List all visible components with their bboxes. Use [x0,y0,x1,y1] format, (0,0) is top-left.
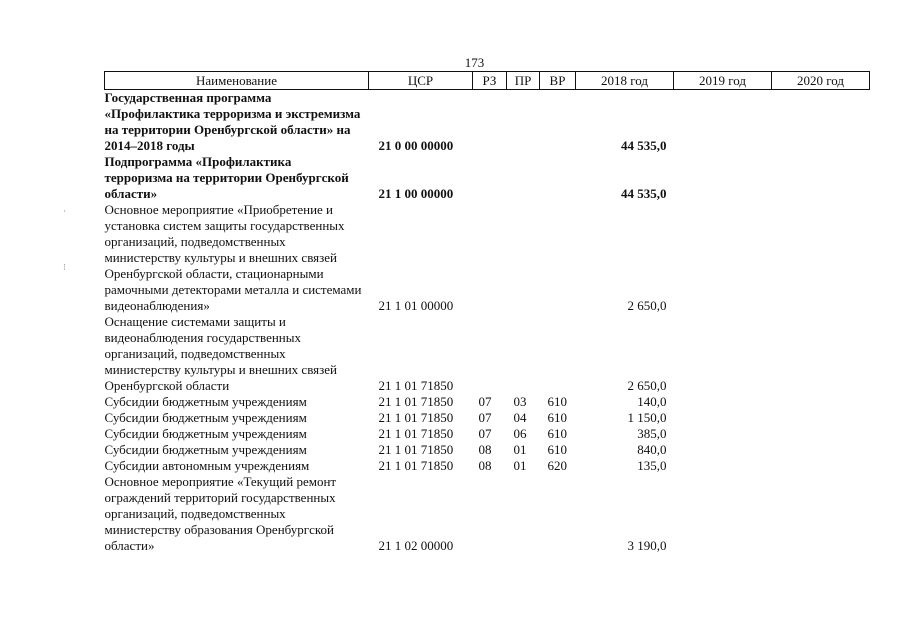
header-vr: ВР [540,72,576,90]
row-csr: 21 1 01 71850 [378,394,454,409]
header-2018: 2018 год [576,72,674,90]
table-row [105,394,870,410]
table-row [105,474,870,554]
row-pr: 04 [513,410,527,425]
row-rz: 08 [478,442,492,457]
row-name: Основное мероприятие «Приобретение и установка систем защиты государственных организаций, подведомственных министерству культуры и внешних связей Оренбургской области, стационарными рамочными детекторами металла и системами видеонаблюдения» [104,202,362,313]
row-name: Государственная программа «Профилактика терроризма и экстремизма на территории Оренбургской области» на 2014–2018 годы [104,90,361,153]
row-2020 [772,426,870,442]
table-row [105,426,870,442]
row-2019 [674,410,772,426]
row-2019 [674,458,772,474]
row-vr [540,154,576,202]
row-2020 [772,154,870,202]
row-2020 [772,474,870,554]
row-name: Оснащение системами защиты и видеонаблюдения государственных организаций, подведомственных министерству культуры и внешних связей Оренбургской области [104,314,338,393]
header-name: Наименование [105,72,369,90]
row-2020 [772,314,870,394]
row-vr [540,474,576,554]
row-rz [473,474,507,554]
row-2019 [674,474,772,554]
row-2020 [772,394,870,410]
row-2018: 2 650,0 [627,378,667,393]
budget-table [104,71,870,554]
row-2019 [674,154,772,202]
row-pr [507,202,540,314]
row-rz: 07 [478,394,492,409]
row-2019 [674,442,772,458]
row-rz: 08 [478,458,492,473]
row-csr: 21 0 00 00000 [378,138,454,153]
header-csr: ЦСР [369,72,473,90]
row-vr [540,202,576,314]
row-2020 [772,202,870,314]
row-pr [507,154,540,202]
row-name: Субсидии бюджетным учреждениям [104,394,307,409]
margin-mark: · [63,206,66,216]
header-rz: РЗ [473,72,507,90]
margin-mark: ⁝ [63,262,66,272]
row-name: Субсидии бюджетным учреждениям [104,426,307,441]
row-name: Основное мероприятие «Текущий ремонт ограждений территорий государственных организаций, подведомственных министерству образования Оренбургской области» [104,474,337,553]
row-pr [507,474,540,554]
row-vr: 620 [547,458,567,473]
row-pr [507,90,540,155]
table-row [105,90,870,155]
row-2019 [674,394,772,410]
row-csr: 21 1 01 71850 [378,426,454,441]
row-vr: 610 [547,442,567,457]
row-2019 [674,314,772,394]
row-2019 [674,90,772,155]
row-rz: 07 [478,410,492,425]
table-row [105,202,870,314]
row-rz [473,154,507,202]
row-vr: 610 [547,394,567,409]
row-csr: 21 1 01 00000 [378,298,454,313]
row-pr: 06 [513,426,527,441]
row-pr [507,314,540,394]
row-2020 [772,90,870,155]
row-2019 [674,426,772,442]
row-vr [540,90,576,155]
table-body [105,90,870,555]
row-2018: 840,0 [637,442,667,457]
table-row [105,410,870,426]
row-csr: 21 1 00 00000 [378,186,454,201]
header-2019: 2019 год [674,72,772,90]
table-row [105,442,870,458]
row-csr: 21 1 01 71850 [378,458,454,473]
table-row [105,154,870,202]
row-pr: 01 [513,458,527,473]
row-vr: 610 [547,426,567,441]
header-pr: ПР [507,72,540,90]
row-name: Субсидии бюджетным учреждениям [104,410,307,425]
table-header-row [105,72,870,90]
row-name: Субсидии бюджетным учреждениям [104,442,307,457]
row-2018: 1 150,0 [627,410,667,425]
row-rz [473,90,507,155]
row-csr: 21 1 01 71850 [378,442,454,457]
row-pr: 01 [513,442,527,457]
row-2018: 44 535,0 [621,138,667,153]
row-name: Субсидии автономным учреждениям [104,458,310,473]
row-rz [473,314,507,394]
row-2018: 385,0 [637,426,667,441]
row-rz [473,202,507,314]
row-2020 [772,458,870,474]
table-row [105,458,870,474]
row-2019 [674,202,772,314]
row-rz: 07 [478,426,492,441]
row-vr [540,314,576,394]
row-2020 [772,442,870,458]
row-csr: 21 1 01 71850 [378,410,454,425]
row-2018: 2 650,0 [627,298,667,313]
row-csr: 21 1 02 00000 [378,538,454,553]
row-2018: 135,0 [637,458,667,473]
row-pr: 03 [513,394,527,409]
table-row [105,314,870,394]
header-2020: 2020 год [772,72,870,90]
page-number: 173 [464,55,485,70]
row-2020 [772,410,870,426]
row-2018: 44 535,0 [621,186,667,201]
row-2018: 140,0 [637,394,667,409]
row-name: Подпрограмма «Профилактика терроризма на территории Оренбургской области» [104,154,349,201]
row-2018: 3 190,0 [627,538,667,553]
row-vr: 610 [547,410,567,425]
row-csr: 21 1 01 71850 [378,378,454,393]
